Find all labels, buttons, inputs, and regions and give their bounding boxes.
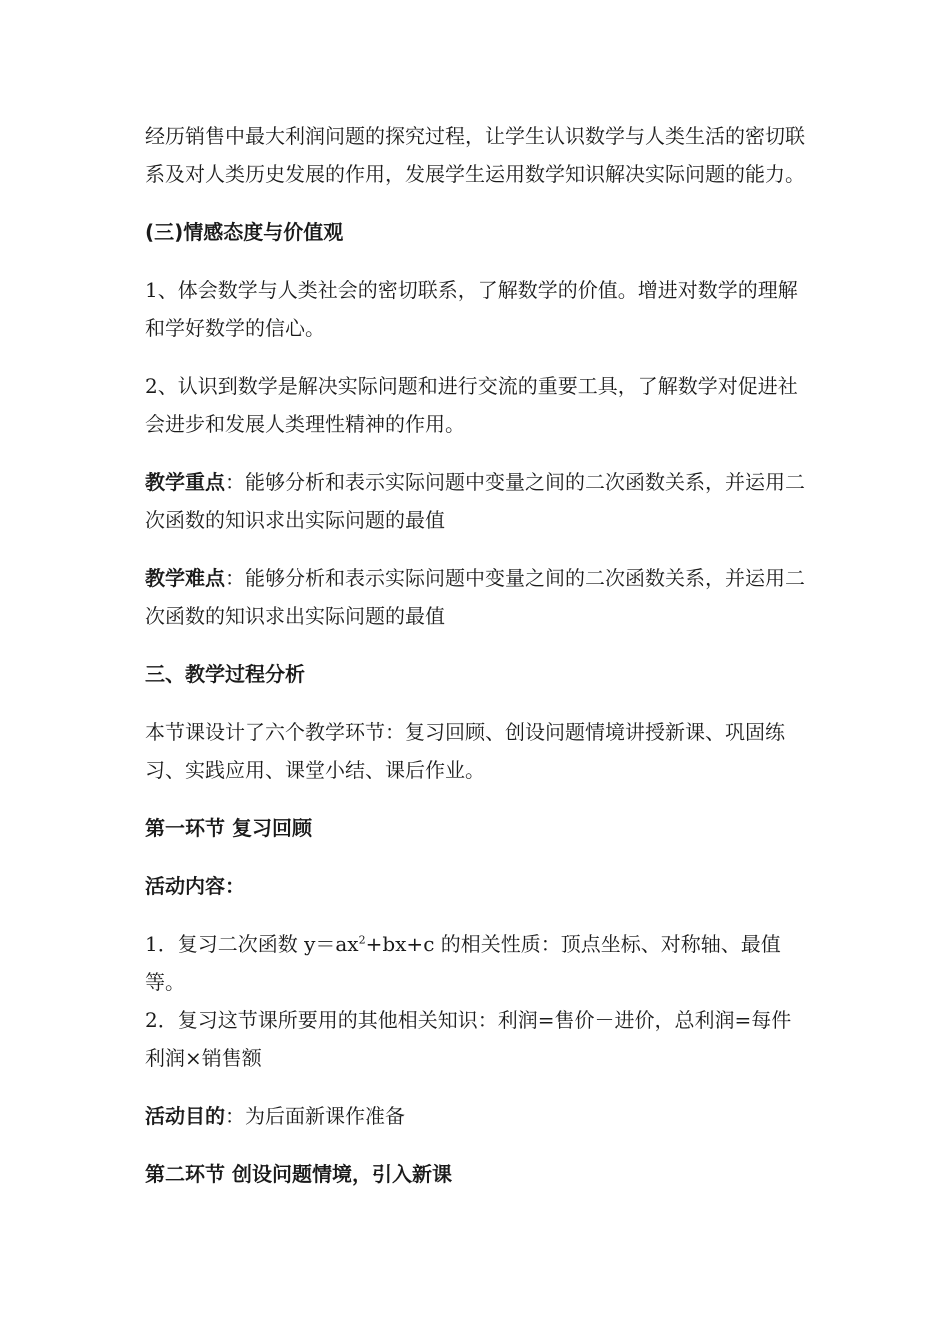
difficulty-label: 教学难点 bbox=[145, 566, 225, 590]
activity-purpose-label: 活动目的 bbox=[145, 1104, 225, 1128]
paragraph-goal: 经历销售中最大利润问题的探究过程，让学生认识数学与人类生活的密切联系及对人类历史发展的作用，发展学生运用数学知识解决实际问题的能力。 bbox=[145, 124, 805, 186]
paragraph-activity-purpose bbox=[145, 1097, 810, 1135]
paragraph-key-point bbox=[145, 463, 810, 539]
heading-step-2: 第二环节 创设问题情境，引入新课 bbox=[145, 1162, 452, 1186]
review-item-1 bbox=[145, 925, 810, 1001]
heading-process-analysis: 三、教学过程分析 bbox=[145, 662, 305, 686]
activity-purpose-text: ：为后面新课作准备 bbox=[225, 1104, 405, 1128]
review-item-1-post: +bx+c 的相关性质：顶点坐标、对称轴、最值等。 bbox=[145, 932, 781, 994]
exponent: 2 bbox=[358, 933, 366, 947]
key-point-text: ：能够分析和表示实际问题中变量之间的二次函数关系，并运用二次函数的知识求出实际问题的最值 bbox=[145, 470, 805, 532]
key-point-label: 教学重点 bbox=[145, 470, 225, 494]
heading-emotion-values: (三)情感态度与价值观 bbox=[145, 220, 344, 244]
heading-step-1: 第一环节 复习回顾 bbox=[145, 816, 312, 840]
activity-content-label: 活动内容： bbox=[145, 874, 245, 898]
paragraph-difficulty bbox=[145, 559, 810, 635]
paragraph-process-overview: 本节课设计了六个教学环节：复习回顾、创设问题情境讲授新课、巩固练习、实践应用、课堂小结、课后作业。 bbox=[145, 720, 785, 782]
document-body bbox=[145, 117, 810, 1193]
review-item-1-pre: 1．复习二次函数 y＝ax bbox=[145, 932, 359, 956]
difficulty-text: ：能够分析和表示实际问题中变量之间的二次函数关系，并运用二次函数的知识求出实际问题的最值 bbox=[145, 566, 805, 628]
paragraph-emotion-1: 1、体会数学与人类社会的密切联系，了解数学的价值。增进对数学的理解和学好数学的信心。 bbox=[145, 278, 798, 340]
review-item-2: 2．复习这节课所要用的其他相关知识：利润=售价－进价，总利润=每件利润×销售额 bbox=[145, 1008, 792, 1070]
paragraph-emotion-2: 2、认识到数学是解决实际问题和进行交流的重要工具，了解数学对促进社会进步和发展人类理性精神的作用。 bbox=[145, 374, 798, 436]
